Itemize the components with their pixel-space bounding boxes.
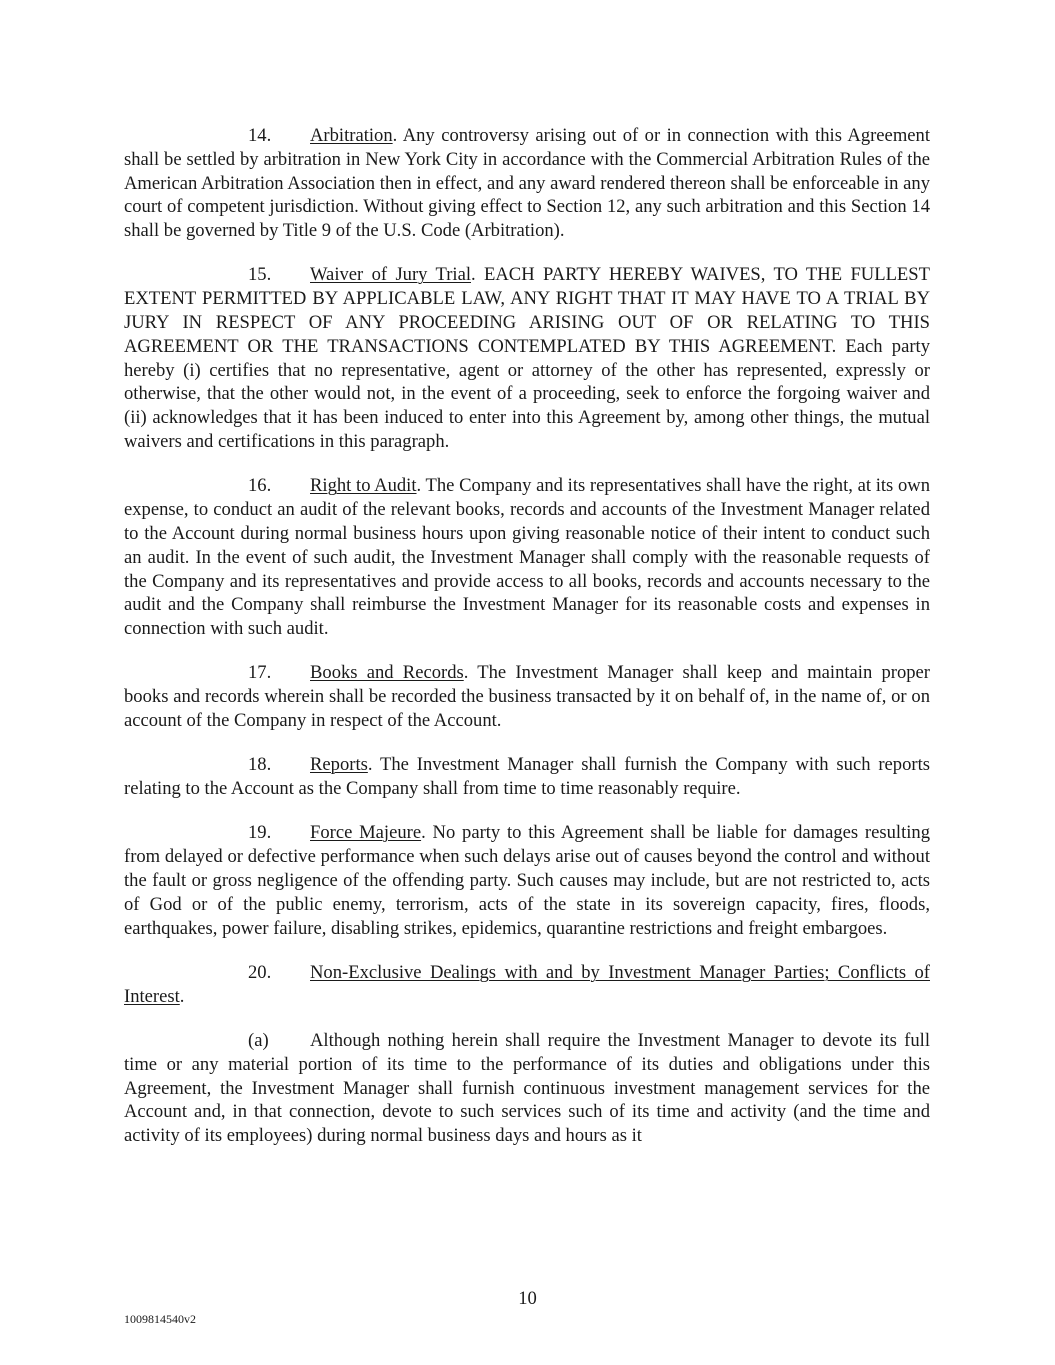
- document-id: 1009814540v2: [124, 1312, 196, 1326]
- section-14: [124, 124, 930, 243]
- section-text: . Any controversy arising out of or in connection with this Agreement shall be settled by arbitration in New York City in accordance with the Commercial Arbitration Rules of the American Arbitration Association then in effect, and any award rendered thereon shall be enforceable in any court of competent jurisdiction. Without giving effect to Section 12, any such arbitration and this Section 14 shall be governed by Title 9 of the U.S. Code (Arbitration).: [124, 125, 930, 242]
- section-20a: [124, 1029, 930, 1148]
- section-text: . The Investment Manager shall furnish the Company with such reports relating to the Account as the Company shall from time to time reasonably require.: [124, 754, 930, 800]
- section-number: 16.: [248, 475, 272, 497]
- section-heading: Waiver of Jury Trial: [310, 264, 471, 286]
- section-number: 19.: [248, 822, 272, 844]
- section-heading: Right to Audit: [310, 475, 417, 497]
- section-15: [124, 263, 930, 453]
- section-heading: Books and Records: [310, 662, 464, 684]
- section-number: 15.: [248, 264, 272, 286]
- section-text: . The Company and its representatives shall have the right, at its own expense, to conduct an audit of the relevant books, records and accounts of the Investment Manager related to the Account during normal business hours upon giving reasonable notice of their intent to conduct such an audit. In the event of such audit, the Investment Manager shall comply with the reasonable requests of the Company and its representatives and provide access to all books, records and accounts necessary to the audit and the Company shall reimburse the Investment Manager for its reasonable costs and expenses in connection with such audit.: [124, 475, 930, 640]
- section-heading: Non-Exclusive Dealings with and by Investment Manager Parties; Conflicts of Interest: [124, 961, 930, 1007]
- section-text: .: [179, 985, 185, 1007]
- section-text: Although nothing herein shall require the Investment Manager to devote its full time or any material portion of its time to the performance of its duties and obligations under this Agreement, the Investment Manager shall furnish continuous investment management services for the Account and, in that connection, devote to such services such of its time and activity (and the time and activity of its employees) during normal business days and hours as it: [124, 1030, 930, 1147]
- section-text: . EACH PARTY HEREBY WAIVES, TO THE FULLEST EXTENT PERMITTED BY APPLICABLE LAW, ANY RIGHT THAT IT MAY HAVE TO A TRIAL BY JURY IN RESPECT OF ANY PROCEEDING ARISING OUT OF OR RELATING TO THIS AGREEMENT OR THE TRANSACTIONS CONTEMPLATED BY THIS AGREEMENT. Each party hereby (i) certifies that no representative, agent or attorney of the other has represented, expressly or otherwise, that the other would not, in the event of a proceeding, seek to enforce the forgoing waiver and (ii) acknowledges that it has been induced to enter into this Agreement by, among other things, the mutual waivers and certifications in this paragraph.: [124, 264, 930, 453]
- section-heading: Force Majeure: [310, 822, 422, 844]
- page-number: 10: [518, 1288, 537, 1309]
- section-16: [124, 474, 930, 641]
- document-body: [124, 124, 930, 1168]
- section-number: 20.: [248, 961, 272, 983]
- section-number: 18.: [248, 754, 272, 776]
- section-19: [124, 821, 930, 940]
- section-number: 14.: [248, 125, 272, 146]
- section-17: [124, 661, 930, 732]
- section-heading: Arbitration: [310, 125, 393, 146]
- section-text: . No party to this Agreement shall be liable for damages resulting from delayed or defective performance when such delays arise out of causes beyond the control and without the fault or gross negligence of the offending party. Such causes may include, but are not restricted to, acts of God or of the public enemy, terrorism, acts of the state in its sovereign capacity, fires, floods, earthquakes, power failure, disabling strikes, epidemics, quarantine restrictions and freight embargoes.: [124, 822, 930, 939]
- subsection-number: (a): [248, 1030, 269, 1051]
- section-number: 17.: [248, 662, 272, 684]
- section-20: [124, 961, 930, 1009]
- section-heading: Reports: [310, 754, 368, 776]
- section-text: . The Investment Manager shall keep and maintain proper books and records wherein shall be recorded the business transacted by it on behalf of, in the name of, or on account of the Company in respect of the Account.: [124, 662, 930, 732]
- section-18: [124, 753, 930, 801]
